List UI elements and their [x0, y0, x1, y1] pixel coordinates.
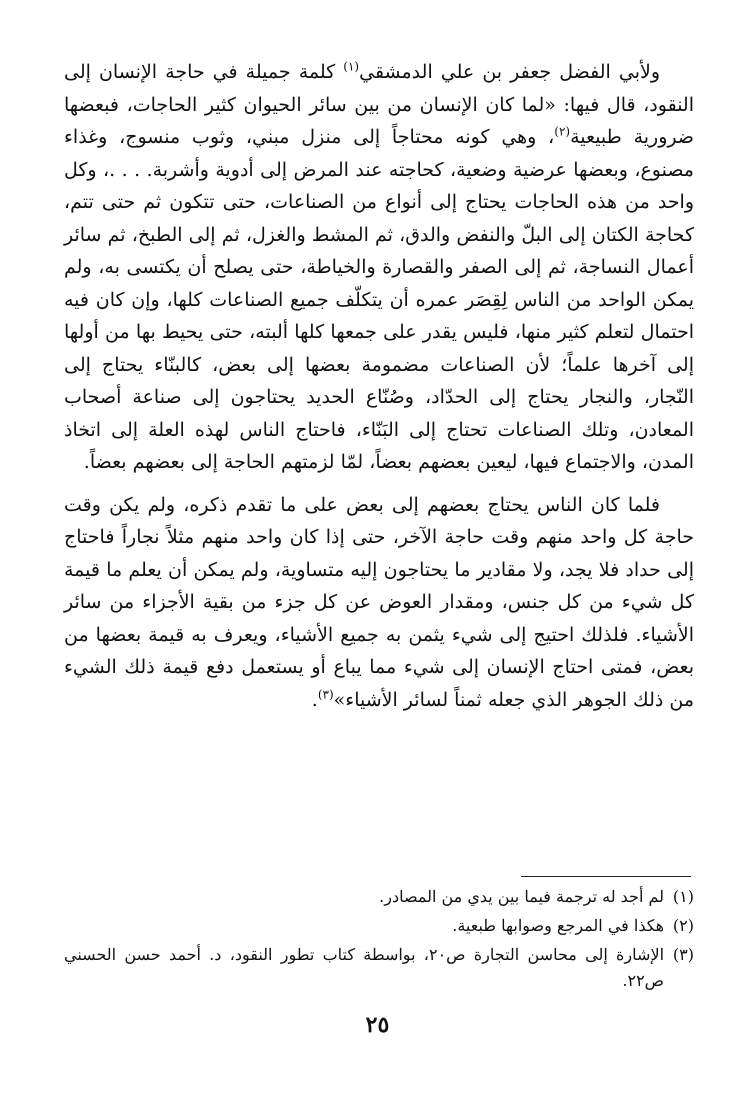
footnote-text: هكذا في المرجع وصوابها طبعية. [452, 916, 664, 935]
footnote-number: (٢) [672, 916, 694, 935]
footnote-2 [64, 913, 694, 939]
footnote-text: لم أجد له ترجمة فيما بين يدي من المصادر. [379, 887, 664, 906]
footnote-3 [64, 942, 694, 994]
paragraph-1-text-middle: كلمة جميلة في حاجة الإنسان إلى النقود، قال فيها: «لما كان الإنسان من بين سائر الحيوان كثير الحاجات، فبعضها ضرورية طبيعية [64, 61, 695, 148]
footnote-ref-2[interactable]: (٢) [554, 124, 571, 139]
footnote-text: الإشارة إلى محاسن التجارة ص٢٠، بواسطة كتاب تطور النقود، د. أحمد حسن الحسني ص٢٢. [64, 945, 665, 990]
footnote-ref-1[interactable]: (١) [343, 59, 360, 74]
paragraph-1-text-end: ، وهي كونه محتاجاً إلى منزل مبني، وثوب منسوج، وغذاء مصنوع، وبعضها عرضية وضعية، كحاجته عند المرض إلى أدوية وأشربة. . . .، وكل واحد من هذه الحاجات يحتاج إلى أنواع من الصناعات، حتى تتكون ثم حتى تتم، كحاجة الكتان إلى البلّ والنفض والدق، ثم المشط والغزل، ثم إلى الطبخ، ثم سائر أعمال النساجة، ثم إلى الصفر والقصارة والخياطة، حتى يصلح أن يكتسى به، ولم يمكن الواحد من الناس لِقِصَر عمره أن يتكلّف جميع الصناعات كلها، وإن كان فيه احتمال لتعلم كثير منها، فليس يقدر على جمعها كلها ألبته، حتى يحيط بها من أولها إلى آخرها علماً؛ لأن الصناعات مضمومة بعضها إلى بعض، كالبنّاء يحتاج إلى النّجار، والنجار يحتاج إلى الحدّاد، وصُنّاع الحديد يحتاجون إلى صناعة أصحاب المعادن، وتلك الصناعات تحتاج إلى البَنّاء، فاحتاج الناس لهذه العلة إلى اتخاذ المدن، والاجتماع فيها، ليعين بعضهم بعضاً، لمّا لزمتهم الحاجة إلى بعضهم بعضاً. [64, 126, 694, 473]
footnote-number: (١) [672, 887, 694, 906]
paragraph-2-text-end: . [311, 688, 318, 711]
footnote-ref-3[interactable]: (٣) [317, 687, 334, 702]
main-text [64, 56, 694, 716]
footnote-separator [521, 876, 691, 877]
page-number: ٢٥ [365, 1012, 390, 1038]
paragraph-2 [64, 489, 694, 717]
paragraph-2-text-start: فلما كان الناس يحتاج بعضهم إلى بعض على ما تقدم ذكره، ولم يكن وقت حاجة كل واحد منهم وقت حاجة الآخر، حتى إذا كان واحد منهم مثلاً نجاراً فاحتاج إلى حداد فلا يجد، ولا مقادير ما يحتاجون إليه متساوية، ولم يمكن أن يعلم ما قيمة كل شيء من كل جنس، ومقدار العوض عن كل جزء من بقية الأجزاء من سائر الأشياء. فلذلك احتيج إلى شيء يثمن به جميع الأشياء، ويعرف به قيمة بعضها من بعض، فمتى احتاج الإنسان إلى شيء مما يباع أو يستعمل دفع قيمة ذلك الشيء من ذلك الجوهر الذي جعله ثمناً لسائر الأشياء» [64, 493, 694, 711]
paragraph-1 [64, 56, 694, 479]
footnote-number: (٣) [672, 945, 694, 964]
footnotes [64, 884, 694, 997]
paragraph-1-text-start: ولأبي الفضل جعفر بن علي الدمشقي [359, 61, 660, 83]
footnote-1 [64, 884, 694, 910]
